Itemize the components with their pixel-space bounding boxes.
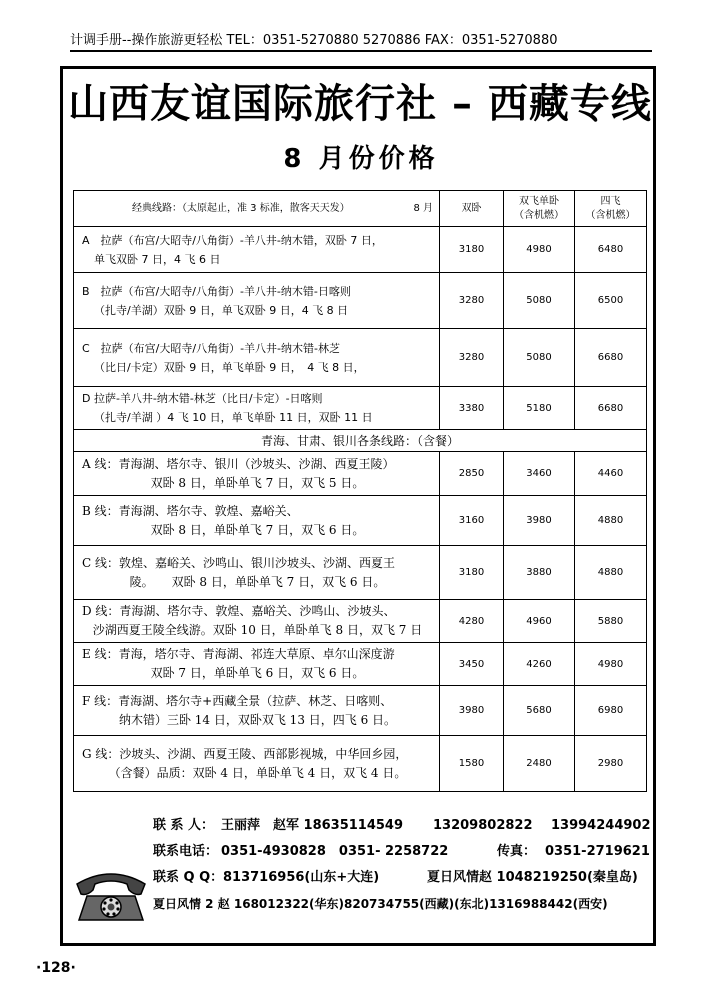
price-cell-1: 3280 [440, 273, 504, 329]
route-line-2: 双卧 7 日，单卧单飞 6 日，双飞 6 日。 [150, 666, 365, 680]
price-table [73, 190, 647, 792]
route-line-2: 沙湖西夏王陵全线游。双卧 10 日，单卧单飞 8 日，双飞 7 日 [92, 623, 423, 637]
price-cell-1: 3380 [440, 387, 504, 430]
route-line-2: 双卧 8 日，单卧单飞 7 日，双飞 6 日。 [150, 522, 365, 537]
header-text: 计调手册--操作旅游更轻松 TEL：0351-5270880 5270886 FAX：0351-5270880 [70, 33, 558, 48]
section-title: 青海、甘肃、银川各条线路：（含餐） [74, 430, 647, 452]
table-row [74, 329, 647, 387]
price-cell-2: 4960 [504, 600, 575, 643]
price-cell-2: 4260 [504, 643, 575, 686]
header-col2: 双飞单卧 （含机燃） [504, 191, 575, 227]
price-cell-2: 5080 [504, 329, 575, 387]
price-cell-3: 4880 [575, 546, 647, 600]
price-cell-2: 2480 [504, 736, 575, 792]
table-row [74, 273, 647, 329]
price-cell-1: 3180 [440, 227, 504, 273]
route-line-2: （含餐）品质：双卧 4 日，单卧单飞 4 日，双飞 4 日。 [108, 765, 407, 780]
page-subtitle: 8 月份价格 [283, 144, 439, 174]
route-line-2: 单飞双卧 7 日，4 飞 6 日 [94, 252, 221, 266]
price-cell-3: 2980 [575, 736, 647, 792]
route-description [74, 600, 440, 643]
route-line-2: 陵。 双卧 8 日，单卧单飞 7 日，双飞 6 日。 [129, 574, 386, 589]
fax-label: 传真： [497, 844, 537, 859]
table-row [74, 643, 647, 686]
table-header-row [74, 191, 647, 227]
route-line-1: B 线：青海湖、塔尔寺、敦煌、嘉峪关、 [82, 503, 299, 518]
route-line-1: F 线：青海湖、塔尔寺+西藏全景（拉萨、林芝、日喀则、 [82, 693, 393, 708]
table-row [74, 227, 647, 273]
price-cell-3: 6680 [575, 329, 647, 387]
route-line-1: D 线：青海湖、塔尔寺、敦煌、嘉峪关、沙鸣山、沙坡头、 [82, 604, 396, 618]
header-col1: 双卧 [440, 191, 504, 227]
page-title: 山西友谊国际旅行社 – 西藏专线 [68, 80, 652, 127]
table-row [74, 496, 647, 546]
route-line-1: C 线：敦煌、嘉峪关、沙鸣山、银川沙坡头、沙湖、西夏王 [82, 555, 395, 570]
qq-value: 813716956(山东+大连) [223, 870, 380, 885]
price-cell-2: 3460 [504, 452, 575, 496]
price-cell-2: 5080 [504, 273, 575, 329]
phone-values: 0351-4930828 0351- 2258722 [221, 844, 449, 859]
price-cell-1: 3180 [440, 546, 504, 600]
header-month: 8 月 [413, 202, 433, 214]
contact-mobile-3: 13994244902 [551, 818, 651, 833]
contact-names: 王丽萍 赵军 18635114549 [221, 818, 404, 833]
price-cell-3: 6480 [575, 227, 647, 273]
route-line-1: B 拉萨（布宫/大昭寺/八角街）-羊八井-纳木错-日喀则 [82, 284, 351, 298]
price-cell-2: 3980 [504, 496, 575, 546]
route-line-2: 纳木错）三卧 14 日，双卧双飞 13 日，四飞 6 日。 [118, 712, 397, 727]
price-cell-1: 3160 [440, 496, 504, 546]
price-cell-1: 3980 [440, 686, 504, 736]
table-row [74, 546, 647, 600]
route-line-2: （扎寺/羊湖）双卧 9 日，单飞双卧 9 日，4 飞 8 日 [94, 303, 349, 317]
route-line-2: 双卧 8 日，单卧单飞 7 日，双飞 5 日。 [150, 475, 365, 490]
price-cell-1: 3450 [440, 643, 504, 686]
table-row [74, 387, 647, 430]
price-cell-1: 2850 [440, 452, 504, 496]
header-col3: 四飞 （含机燃） [575, 191, 647, 227]
table-row [74, 736, 647, 792]
price-cell-3: 6680 [575, 387, 647, 430]
price-cell-3: 4980 [575, 643, 647, 686]
route-description [74, 736, 440, 792]
route-description [74, 329, 440, 387]
phone-label: 联系电话： [153, 844, 219, 859]
telephone-icon [73, 866, 149, 926]
price-cell-2: 5680 [504, 686, 575, 736]
route-description [74, 546, 440, 600]
price-cell-3: 4460 [575, 452, 647, 496]
route-line-1: E 线：青海，塔尔寺、青海湖、祁连大草原、卓尔山深度游 [82, 647, 395, 661]
route-line-2: （比日/卡定）双卧 9 日，单飞单卧 9 日， 4 飞 8 日， [94, 360, 365, 374]
price-cell-3: 6500 [575, 273, 647, 329]
price-cell-2: 4980 [504, 227, 575, 273]
qq-line-4: 夏日风情 2 赵 168012322(华东)820734755(西藏)(东北)1316988442(西安) [153, 897, 608, 911]
route-description [74, 643, 440, 686]
route-line-1: G 线：沙坡头、沙湖、西夏王陵、西部影视城，中华回乡园， [82, 746, 408, 761]
price-cell-1: 1580 [440, 736, 504, 792]
route-line-1: C 拉萨（布宫/大昭寺/八角街）-羊八井-纳木错-林芝 [82, 341, 340, 355]
table-row [74, 600, 647, 643]
route-line-2: （扎寺/羊湖 ）4 飞 10 日，单飞单卧 11 日，双卧 11 日 [94, 411, 373, 424]
price-cell-1: 3280 [440, 329, 504, 387]
route-description [74, 273, 440, 329]
section-row [74, 430, 647, 452]
route-description [74, 452, 440, 496]
price-cell-2: 3880 [504, 546, 575, 600]
route-line-1: D 拉萨-羊八井-纳木错-林芝（比日/卡定）-日喀则 [82, 392, 323, 405]
qq-summer-1: 夏日风情赵 1048219250(秦皇岛) [427, 870, 638, 885]
route-description [74, 686, 440, 736]
price-cell-2: 5180 [504, 387, 575, 430]
route-description [74, 496, 440, 546]
route-line-1: A 线：青海湖、塔尔寺、银川（沙坡头、沙湖、西夏王陵） [82, 456, 395, 471]
contact-label: 联 系 人： [153, 818, 215, 833]
price-cell-3: 6980 [575, 686, 647, 736]
header-route: 经典线路：（太原起止，准 3 标准，散客天天发） 8 月 [74, 191, 440, 227]
route-description [74, 227, 440, 273]
price-cell-3: 4880 [575, 496, 647, 546]
qq-label: 联系 Q Q： [153, 870, 224, 885]
table-row [74, 686, 647, 736]
price-cell-1: 4280 [440, 600, 504, 643]
route-line-1: A 拉萨（布宫/大昭寺/八角街）-羊八井-纳木错，双卧 7 日， [82, 233, 383, 247]
page-header [70, 32, 652, 52]
page-number: ·128· [36, 960, 76, 976]
contact-mobile-2: 13209802822 [433, 818, 533, 833]
fax-value: 0351-2719621 [545, 844, 650, 859]
price-cell-3: 5880 [575, 600, 647, 643]
route-description [74, 387, 440, 430]
contact-info [153, 813, 653, 917]
table-row [74, 452, 647, 496]
